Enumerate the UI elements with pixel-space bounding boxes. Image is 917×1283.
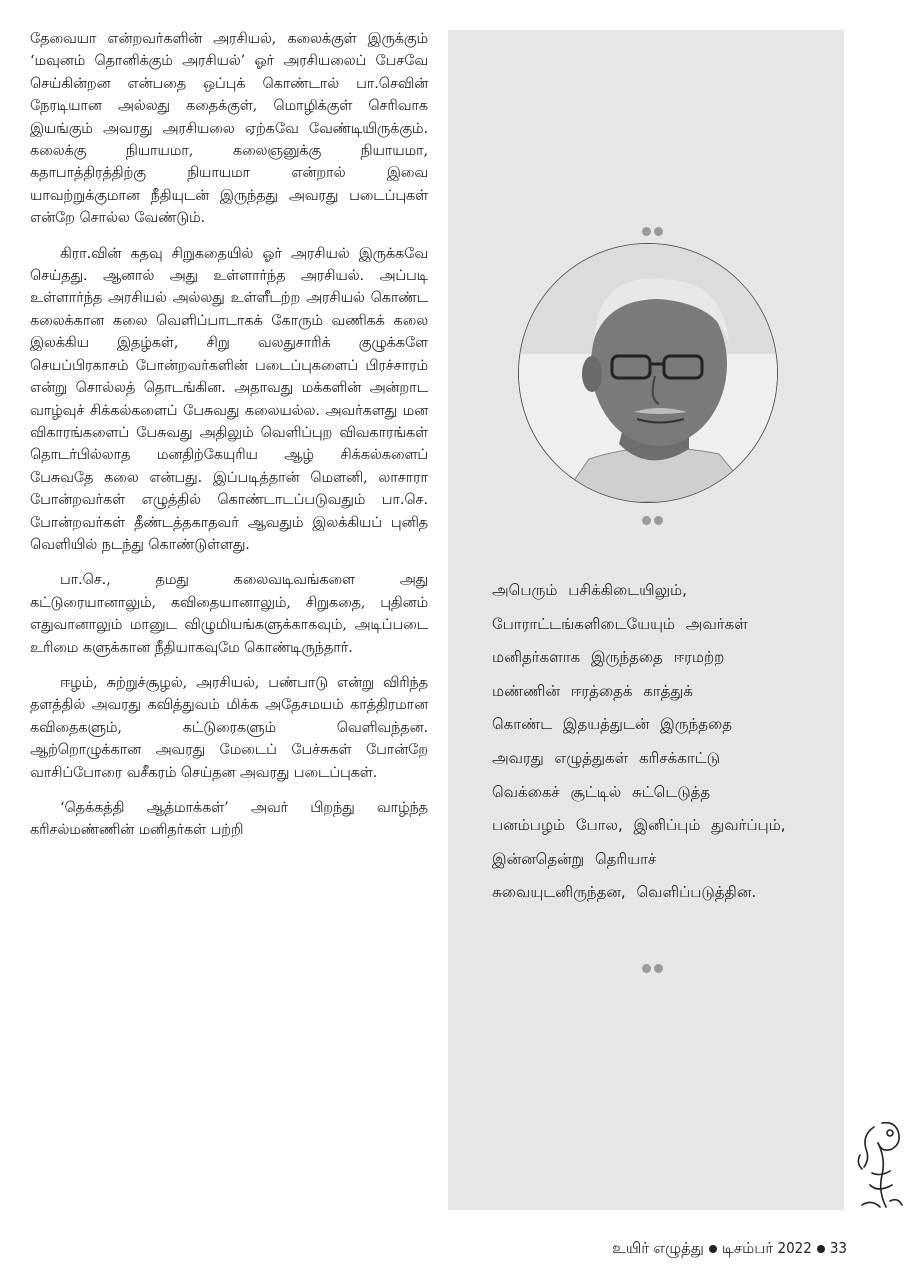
- quote-line: மண்ணின் ஈரத்தைக் காத்துக்: [492, 681, 694, 700]
- ornament-dots: [642, 516, 663, 525]
- quote-line: இன்னதென்று தெரியாச்: [492, 849, 657, 868]
- ornament-dots: [642, 964, 663, 973]
- article-paragraph: தேவையா என்றவர்களின் அரசியல், கலைக்குள் இருக்கும் ‘மவுனம் தொனிக்கும் அரசியல்’ ஓர் அரசியலைப் பேசவே செய்கின்றன என்பதை ஒப்புக் கொண்டால் பா.செவின் நேரடியான அல்லது கதைக்குள், மொழிக்குள் செரிவாக இயங்கும் அவரது அரசியலை ஏற்கவே வேண்டியிருக்கும். கலைக்கு நியாயமா, கலைஞனுக்கு நியாயமா, கதாபாத்திரத்திற்கு நியாயமா என்றால் இவை யாவற்றுக்குமான நீதியுடன் இருந்தது அவரது படைப்புகள் என்றே சொல்ல வேண்டும்.: [30, 31, 428, 227]
- sidebar-panel: [448, 30, 844, 1210]
- article-paragraph: கிரா.வின் கதவு சிறுகதையில் ஓர் அரசியல் இருக்கவே செய்தது. ஆனால் அது உள்ளார்ந்த அரசியல். அப்படி உள்ளார்ந்த அரசியல் அல்லது உள்ளீடற்ற அரசியல் கொண்ட கலைக்கான கலை வெளிப்பாடாகக் கோரும் வணிகக் கலை இலக்கிய இதழ்கள், சிறு வலதுசாரிக் குழுக்களே செயப்பிரகாசம் போன்றவர்களின் படைப்புகளைப் பிரச்சாரம் என்று சொல்லத் தொடங்கின. அதாவது மக்களின் அன்றாட வாழ்வுச் சிக்கல்களைப் பேசுவது கலையல்ல. அவர்களது மன விகாரங்களைப் பேசுவது அதிலும் வெளிப்புற விவகாரங்கள் தொடர்பில்லாத மனதிற்கேயுரிய ஆழ் சிக்கல்களைப் பேசுவதே கலை என்பது. இப்படித்தான் மௌனி, லாசாரா போன்றவர்கள் எழுத்தில் கொண்டாடப்படுவதும் பா.செ. போன்றவர்கள் தீண்டத்தகாதவர் ஆவதும் இலக்கியப் புனித வெளியில் நடந்து கொண்டுள்ளது.: [30, 245, 428, 553]
- quote-line: கொண்ட இதயத்துடன் இருந்ததை: [492, 715, 733, 734]
- quote-line: வெக்கைச் சூட்டில் சுட்டெடுத்த: [492, 782, 711, 801]
- quote-line: அபெரும் பசிக்கிடையிலும்,: [492, 581, 687, 599]
- magazine-name: உயிர் எழுத்து: [612, 1239, 704, 1257]
- article-paragraph: ‘தெக்கத்தி ஆத்மாக்கள்’ அவர் பிறந்து வாழ்ந்த கரிசல்மண்ணின் மனிதர்கள் பற்றி: [30, 800, 428, 839]
- author-portrait: [518, 243, 778, 503]
- ornament-dots: [642, 227, 663, 236]
- bullet-icon: [817, 1245, 825, 1253]
- illustration-doodle-icon: [852, 1115, 910, 1215]
- article-paragraph: ஈழம், சுற்றுச்சூழல், அரசியல், பண்பாடு என்று விரிந்த தளத்தில் அவரது கவித்துவம் மிக்க அதேசமயம் காத்திரமான கவிதைகளும், கட்டுரைகளும் வெளிவந்தன. ஆற்றொழுக்கான அவரது மேடைப் பேச்சுகள் போன்றே வாசிப்போரை வசீகரம் செய்தன அவரது படைப்புகள்.: [30, 674, 428, 781]
- quote-line: அவரது எழுத்துகள் கரிசக்காட்டு: [492, 748, 721, 767]
- pull-quote: [492, 574, 822, 910]
- page-number: 33: [829, 1239, 847, 1257]
- quote-line: பனம்பழம் போல, இனிப்பும் துவர்ப்பும்,: [492, 816, 786, 835]
- article-column: [30, 28, 428, 855]
- article-paragraph: பா.செ., தமது கலைவடிவங்களை அது கட்டுரையானாலும், கவிதையானாலும், சிறுகதை, புதினம் எதுவானாலும் மானுட விழுமியங்களுக்காகவும், அடிப்படை உரிமை களுக்கான நீதியாகவுமே கொண்டிருந்தார்.: [30, 572, 428, 656]
- bullet-icon: [709, 1245, 717, 1253]
- quote-line: மனிதர்களாக இருந்ததை ஈரமற்ற: [492, 648, 725, 667]
- issue-date: டிசம்பர் 2022: [721, 1239, 812, 1257]
- page-footer: [612, 1239, 847, 1259]
- quote-line: சுவையுடனிருந்தன, வெளிப்படுத்தின.: [492, 883, 757, 902]
- quote-line: போராட்டங்களிடையேயும் அவர்கள்: [492, 614, 748, 633]
